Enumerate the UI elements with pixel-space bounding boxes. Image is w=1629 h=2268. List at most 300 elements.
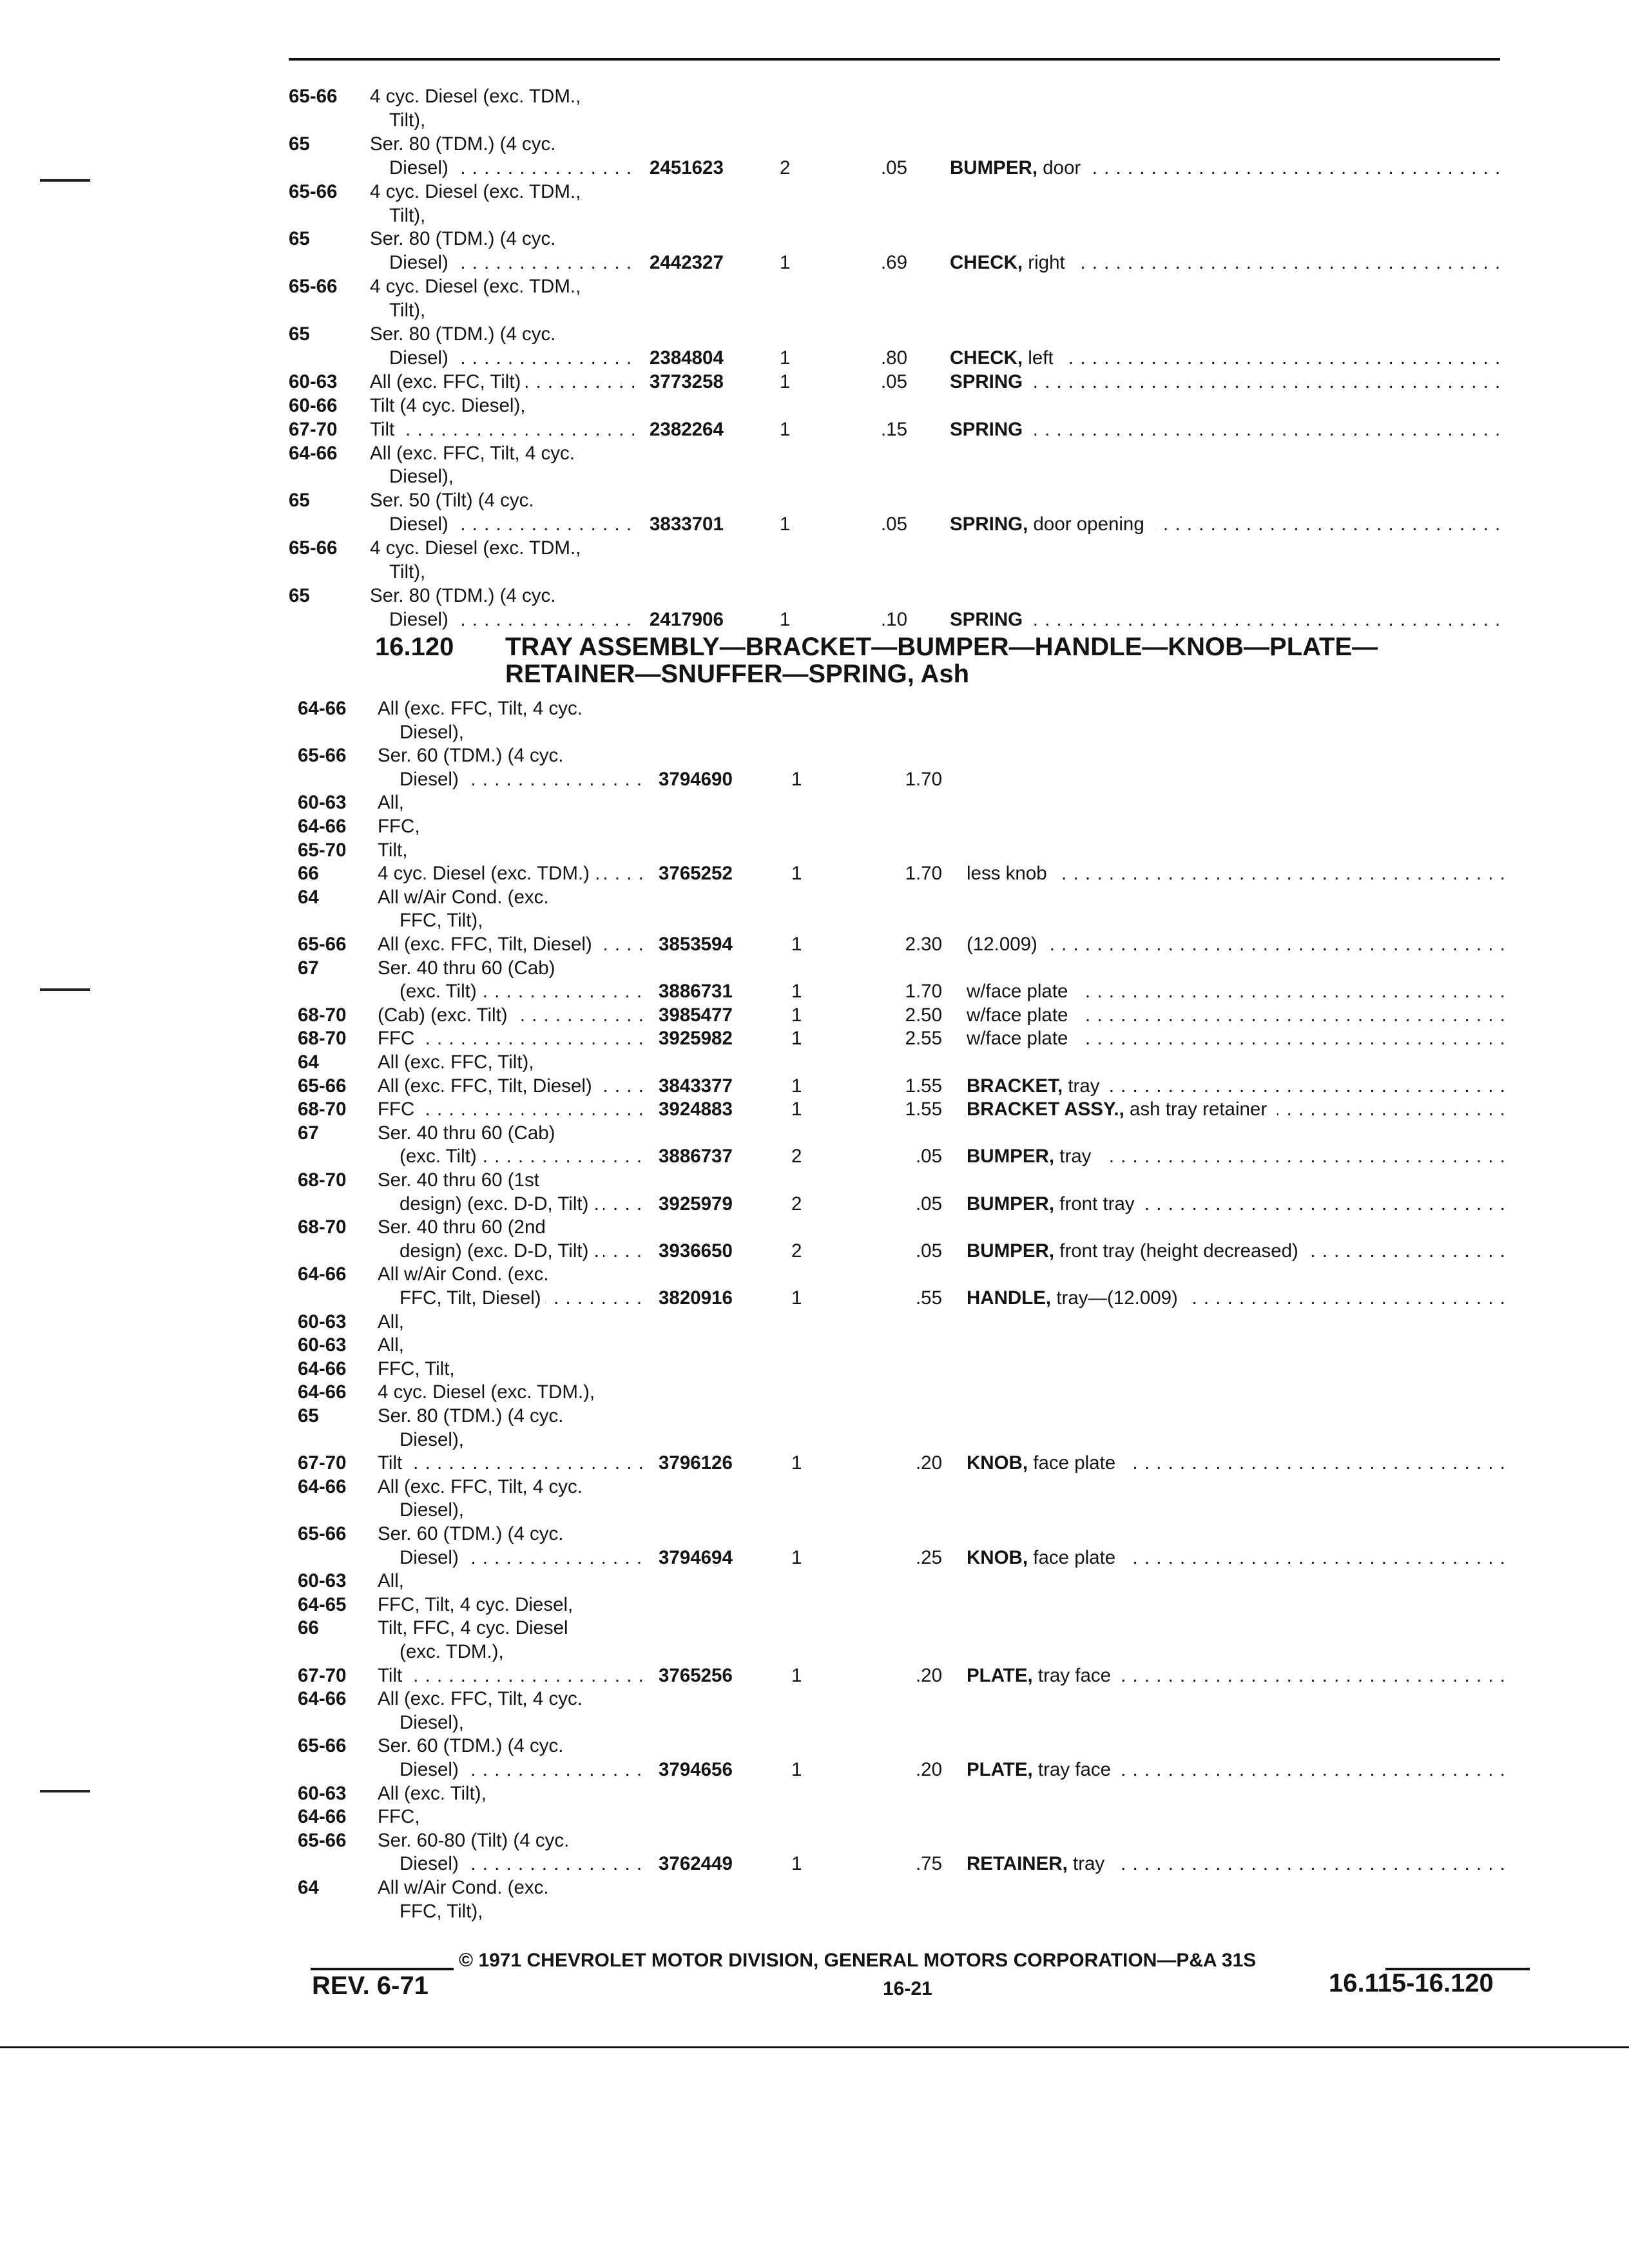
table-row	[298, 1617, 1521, 1640]
quantity: 1	[791, 1099, 802, 1120]
model-application: Ser. 80 (TDM.) (4 cyc.	[370, 323, 635, 346]
price: .20	[915, 1759, 942, 1780]
table-row	[289, 537, 1521, 560]
part-name: PLATE,	[967, 1664, 1033, 1686]
model-application: FFC, Tilt, Diesel) . . .	[400, 1287, 644, 1310]
part-detail: tray face	[1038, 1665, 1116, 1686]
quantity: 1	[791, 1004, 802, 1026]
part-name: BUMPER,	[950, 157, 1038, 178]
table-row	[298, 1735, 1521, 1758]
price: 1.55	[905, 1099, 942, 1120]
model-year: 65-66	[289, 180, 338, 202]
model-application: All (exc. Tilt),	[378, 1782, 644, 1805]
table-row	[298, 862, 1521, 885]
copyright-text: © 1971 CHEVROLET MOTOR DIVISION, GENERAL MOTORS CORPORATION—P&A 31S	[459, 1950, 1257, 1971]
part-detail	[1023, 609, 1028, 630]
part-name: KNOB,	[967, 1546, 1028, 1568]
part-number: 3886737	[659, 1146, 733, 1168]
price: .10	[880, 608, 907, 630]
table-row	[298, 1381, 1521, 1404]
table-row	[289, 608, 1521, 631]
table-row	[298, 1687, 1521, 1711]
model-application: Ser. 60 (TDM.) (4 cyc.	[378, 1523, 644, 1546]
table-row	[289, 251, 1521, 274]
model-year: 65-66	[298, 1523, 347, 1544]
part-number: 3936650	[659, 1240, 733, 1262]
part-name: BUMPER,	[967, 1193, 1055, 1215]
model-application: All (exc. FFC, Tilt, 4 cyc.	[378, 697, 644, 720]
model-application: Diesel),	[400, 1499, 644, 1522]
model-year: 65	[289, 584, 310, 606]
model-year: 60-66	[289, 394, 338, 416]
model-application: All (exc. FFC, Tilt, 4 cyc.	[378, 1687, 644, 1711]
table-row	[298, 933, 1521, 956]
price: .05	[880, 157, 907, 178]
table-row	[298, 1664, 1521, 1687]
quantity: 1	[780, 418, 791, 440]
table-row	[298, 721, 1521, 744]
quantity: 2	[791, 1240, 802, 1262]
model-application: Diesel) . . .	[400, 768, 644, 791]
quantity: 1	[791, 1452, 802, 1474]
part-detail: tray	[1073, 1853, 1110, 1874]
table-row	[298, 1475, 1521, 1499]
part-number: 2384804	[650, 347, 724, 369]
model-application: Tilt (4 cyc. Diesel),	[370, 394, 635, 418]
model-year: 67	[298, 1122, 319, 1144]
model-application: Diesel) . . .	[389, 251, 635, 274]
part-number: 3985477	[659, 1004, 733, 1026]
quantity: 2	[791, 1193, 802, 1215]
part-name: SPRING	[950, 608, 1023, 630]
model-application: All (exc. FFC, Tilt),	[378, 1051, 644, 1074]
part-description	[967, 862, 1508, 885]
table-row	[289, 109, 1521, 132]
quantity: 1	[791, 934, 802, 955]
part-description	[950, 157, 1508, 180]
quantity: 1	[791, 1664, 802, 1686]
part-description	[967, 1664, 1508, 1687]
model-application: Diesel) . . .	[389, 608, 635, 631]
model-year: 65-66	[298, 745, 347, 767]
table-row	[298, 957, 1521, 980]
part-description	[967, 1027, 1508, 1050]
model-application: FFC, Tilt),	[400, 909, 644, 932]
table-row	[298, 1287, 1521, 1310]
part-detail: door opening	[1034, 514, 1150, 535]
model-year: 67	[298, 957, 319, 979]
table-row	[289, 465, 1521, 488]
table-row	[298, 1570, 1521, 1593]
part-detail	[1023, 419, 1028, 440]
model-application: Diesel),	[389, 465, 635, 488]
model-application: All (exc. FFC, Tilt, Diesel) . . .	[378, 1075, 644, 1098]
table-row	[298, 1546, 1521, 1570]
price: .69	[880, 252, 907, 274]
model-year: 65-66	[298, 934, 347, 955]
part-name: BRACKET,	[967, 1075, 1063, 1097]
part-detail: less knob	[967, 863, 1052, 884]
table-row	[298, 839, 1521, 862]
model-application: design) (exc. D-D, Tilt) . . . .	[400, 1193, 644, 1216]
model-application: Ser. 80 (TDM.) (4 cyc.	[370, 133, 635, 156]
quantity: 1	[791, 1759, 802, 1780]
part-description	[950, 251, 1508, 274]
table-row	[289, 157, 1521, 180]
table-row	[289, 85, 1521, 108]
model-application: Diesel),	[400, 1428, 644, 1452]
table-row	[289, 489, 1521, 512]
part-number: 3843377	[659, 1075, 733, 1097]
model-year: 68-70	[298, 1216, 347, 1238]
table-row	[289, 347, 1521, 370]
model-year: 64-66	[298, 1475, 347, 1497]
table-row	[298, 744, 1521, 767]
table-row	[298, 1405, 1521, 1428]
model-year: 65-66	[289, 537, 338, 559]
part-number: 3833701	[650, 514, 724, 535]
table-row	[298, 1051, 1521, 1074]
part-name: SPRING	[950, 418, 1023, 440]
model-application: 4 cyc. Diesel (exc. TDM.,	[370, 275, 635, 298]
part-detail: door	[1043, 157, 1086, 178]
table-row	[289, 370, 1521, 394]
model-application: FFC, Tilt,	[378, 1358, 644, 1381]
model-application: Tilt . . .	[378, 1452, 644, 1475]
model-year: 64	[298, 886, 319, 908]
part-detail: w/face plate	[967, 1028, 1073, 1049]
model-application: Ser. 60 (TDM.) (4 cyc.	[378, 1735, 644, 1758]
table-row	[298, 1358, 1521, 1381]
part-detail: face plate	[1033, 1452, 1121, 1474]
part-number: 3925982	[659, 1028, 733, 1050]
model-application: Ser. 40 thru 60 (Cab)	[378, 957, 644, 980]
quantity: 2	[791, 1146, 802, 1168]
part-number: 2382264	[650, 418, 724, 440]
part-detail	[1023, 371, 1028, 392]
part-detail: front tray (height decreased)	[1059, 1240, 1304, 1262]
model-application: FFC, Tilt),	[400, 1900, 644, 1923]
page-number: 16-21	[883, 1978, 932, 1999]
price: .05	[880, 370, 907, 392]
model-application: Ser. 50 (Tilt) (4 cyc.	[370, 489, 635, 512]
part-detail: w/face plate	[967, 981, 1073, 1002]
model-year: 65-66	[289, 276, 338, 298]
top-rule	[289, 58, 1500, 61]
model-year: 60-63	[298, 1311, 347, 1332]
part-name: PLATE,	[967, 1759, 1033, 1780]
part-description	[967, 1145, 1508, 1168]
table-row	[298, 1758, 1521, 1782]
model-year: 65	[289, 490, 310, 512]
table-row	[289, 394, 1521, 418]
quantity: 1	[791, 1028, 802, 1050]
model-application: FFC,	[378, 815, 644, 838]
model-application: Diesel),	[400, 721, 644, 744]
part-description	[950, 608, 1508, 631]
part-description	[967, 1098, 1508, 1121]
model-year: 64-66	[298, 816, 347, 837]
model-year: 64	[298, 1877, 319, 1898]
model-application: 4 cyc. Diesel (exc. TDM.) . . . .	[378, 862, 644, 885]
price: .15	[880, 418, 907, 440]
table-row	[298, 1782, 1521, 1805]
part-name: BUMPER,	[967, 1146, 1055, 1168]
part-number: 2417906	[650, 608, 724, 630]
table-row	[289, 299, 1521, 322]
table-row	[298, 1027, 1521, 1050]
model-year: 67-70	[298, 1664, 347, 1686]
quantity: 1	[791, 1287, 802, 1309]
model-application: Tilt,	[378, 839, 644, 862]
model-application: 4 cyc. Diesel (exc. TDM.,	[370, 180, 635, 204]
table-row	[298, 1098, 1521, 1121]
quantity: 2	[780, 157, 791, 178]
quantity: 1	[780, 608, 791, 630]
model-application: All,	[378, 1570, 644, 1593]
model-application: Diesel) . . .	[400, 1852, 644, 1876]
part-description	[950, 347, 1508, 370]
table-row	[298, 1499, 1521, 1522]
table-row	[298, 815, 1521, 838]
part-number: 3794690	[659, 768, 733, 790]
table-row	[298, 1145, 1521, 1168]
model-year: 64-65	[298, 1593, 347, 1615]
part-description	[950, 418, 1508, 441]
part-name: KNOB,	[967, 1452, 1028, 1474]
model-application: Diesel) . . .	[400, 1758, 644, 1782]
part-detail: left	[1028, 347, 1058, 369]
table-row	[298, 1004, 1521, 1027]
part-description	[967, 1240, 1508, 1263]
table-row	[298, 1428, 1521, 1452]
table-row	[298, 1122, 1521, 1145]
table-row	[298, 1263, 1521, 1286]
table-row	[298, 1216, 1521, 1239]
part-detail: tray face	[1038, 1759, 1116, 1780]
table-row	[298, 1311, 1521, 1334]
model-year: 66	[298, 1617, 319, 1639]
quantity: 1	[780, 347, 791, 369]
price: 2.30	[905, 934, 942, 955]
part-description	[967, 933, 1508, 956]
price: 1.55	[905, 1075, 942, 1097]
model-year: 65-66	[298, 1735, 347, 1757]
part-description	[967, 1075, 1508, 1098]
part-detail: w/face plate	[967, 1004, 1073, 1026]
price: 2.50	[905, 1004, 942, 1026]
model-application: Ser. 60 (TDM.) (4 cyc.	[378, 744, 644, 767]
part-detail: (12.009)	[967, 934, 1043, 955]
part-number: 2451623	[650, 157, 724, 178]
table-row	[298, 1805, 1521, 1829]
model-year: 65-66	[298, 1075, 347, 1097]
price: .55	[915, 1287, 942, 1309]
model-application: Ser. 80 (TDM.) (4 cyc.	[378, 1405, 644, 1428]
price: .20	[915, 1452, 942, 1474]
model-year: 64	[298, 1052, 319, 1073]
table-row	[298, 1876, 1521, 1899]
part-detail: face plate	[1033, 1547, 1121, 1568]
model-application: Diesel),	[400, 1711, 644, 1735]
table-row	[298, 1240, 1521, 1263]
price: .05	[915, 1193, 942, 1215]
price: .25	[915, 1546, 942, 1568]
bottom-rule	[0, 2046, 1629, 2048]
part-number: 3794656	[659, 1759, 733, 1780]
model-year: 65	[289, 133, 310, 155]
table-row	[289, 418, 1521, 441]
table-row	[298, 1640, 1521, 1664]
model-year: 64-66	[289, 442, 338, 464]
part-name: CHECK,	[950, 252, 1023, 274]
model-application: 4 cyc. Diesel (exc. TDM.,	[370, 537, 635, 560]
model-application: design) (exc. D-D, Tilt) . . . .	[400, 1240, 644, 1263]
part-description	[967, 1287, 1508, 1310]
part-description	[950, 370, 1508, 394]
table-row	[298, 909, 1521, 932]
table-row	[289, 227, 1521, 251]
section-heading-line1: TRAY ASSEMBLY—BRACKET—BUMPER—HANDLE—KNOB—PLATE—	[505, 633, 1378, 661]
model-year: 64-66	[298, 1806, 347, 1828]
part-number: 2442327	[650, 252, 724, 274]
model-year: 67-70	[298, 1452, 347, 1474]
part-name: SPRING	[950, 370, 1023, 392]
price: 2.55	[905, 1028, 942, 1050]
model-application: Tilt),	[389, 299, 635, 322]
model-year: 65	[289, 228, 310, 250]
part-name: CHECK,	[950, 347, 1023, 369]
margin-mark	[40, 1790, 90, 1792]
part-description	[967, 1004, 1508, 1027]
model-year: 65	[289, 323, 310, 345]
table-row	[289, 275, 1521, 298]
model-year: 65-70	[298, 839, 347, 861]
model-year: 68-70	[298, 1169, 347, 1191]
part-name: SPRING,	[950, 514, 1028, 535]
table-row	[298, 1523, 1521, 1546]
table-row	[289, 204, 1521, 227]
table-row	[298, 980, 1521, 1003]
model-application: Ser. 40 thru 60 (Cab)	[378, 1122, 644, 1145]
model-application: FFC,	[378, 1805, 644, 1829]
part-description	[967, 1852, 1508, 1876]
revision-label: REV. 6-71	[312, 1972, 429, 2000]
model-application: FFC . . .	[378, 1027, 644, 1050]
model-application: All,	[378, 791, 644, 814]
price: 1.70	[905, 981, 942, 1003]
model-application: Tilt . . .	[378, 1664, 644, 1687]
table-row	[298, 791, 1521, 814]
model-year: 65-66	[298, 1829, 347, 1851]
section-range: 16.115-16.120	[1329, 1969, 1494, 1997]
table-row	[298, 1829, 1521, 1852]
model-application: Ser. 40 thru 60 (1st	[378, 1169, 644, 1192]
table-row	[298, 1075, 1521, 1098]
table-row	[298, 697, 1521, 720]
model-application: All (exc. FFC, Tilt, Diesel) . . .	[378, 933, 644, 956]
model-application: Tilt),	[389, 204, 635, 227]
part-number: 3853594	[659, 934, 733, 955]
model-application: (Cab) (exc. Tilt) . . .	[378, 1004, 644, 1027]
quantity: 1	[791, 863, 802, 885]
table-row	[289, 180, 1521, 204]
model-application: Ser. 80 (TDM.) (4 cyc.	[370, 584, 635, 608]
table-row	[298, 1593, 1521, 1617]
model-application: Ser. 60-80 (Tilt) (4 cyc.	[378, 1829, 644, 1852]
part-description	[967, 1758, 1508, 1782]
model-application: FFC . . .	[378, 1098, 644, 1121]
model-application: All (exc. FFC, Tilt) . . .	[370, 370, 635, 394]
table-row	[298, 768, 1521, 791]
table-row	[298, 1193, 1521, 1216]
table-row	[298, 1452, 1521, 1475]
part-description	[967, 980, 1508, 1003]
price: .75	[915, 1853, 942, 1875]
price: .80	[880, 347, 907, 369]
part-number: 3820916	[659, 1287, 733, 1309]
part-detail: right	[1028, 252, 1070, 273]
model-year: 64-66	[298, 1264, 347, 1285]
part-name: HANDLE,	[967, 1287, 1052, 1309]
model-application: (exc. Tilt) . . .	[400, 1145, 644, 1168]
model-application: Diesel) . . .	[389, 157, 635, 180]
model-application: All,	[378, 1334, 644, 1357]
model-year: 67-70	[289, 418, 338, 440]
margin-mark	[40, 988, 90, 991]
part-description	[967, 1452, 1508, 1475]
model-application: All (exc. FFC, Tilt, 4 cyc.	[378, 1475, 644, 1499]
table-row	[289, 133, 1521, 156]
table-row	[289, 323, 1521, 346]
model-application: All w/Air Cond. (exc.	[378, 886, 644, 909]
quantity: 1	[791, 768, 802, 790]
table-row	[289, 561, 1521, 584]
part-name: RETAINER,	[967, 1853, 1068, 1875]
part-description	[967, 1546, 1508, 1570]
table-row	[289, 513, 1521, 536]
model-application: FFC, Tilt, 4 cyc. Diesel,	[378, 1593, 644, 1617]
part-name: BRACKET ASSY.,	[967, 1099, 1124, 1120]
table-row	[298, 1169, 1521, 1192]
part-detail: tray—(12.009)	[1056, 1287, 1183, 1309]
part-number: 3796126	[659, 1452, 733, 1474]
margin-mark	[40, 179, 90, 182]
model-year: 68-70	[298, 1004, 347, 1026]
section-heading	[375, 633, 454, 661]
model-application: Tilt . . .	[370, 418, 635, 441]
model-year: 60-63	[289, 370, 338, 392]
table-row	[298, 886, 1521, 909]
footer-rule-left	[311, 1968, 454, 1970]
part-number: 3924883	[659, 1099, 733, 1120]
part-detail: tray	[1068, 1075, 1104, 1097]
part-detail: front tray	[1059, 1193, 1139, 1215]
part-name: BUMPER,	[967, 1240, 1055, 1262]
model-year: 65-66	[289, 86, 338, 107]
part-detail: ash tray retainer	[1130, 1099, 1272, 1120]
model-application: Tilt),	[389, 109, 635, 132]
model-application: Tilt),	[389, 561, 635, 584]
quantity: 1	[780, 514, 791, 535]
part-number: 3886731	[659, 981, 733, 1003]
section-heading-line2: RETAINER—SNUFFER—SPRING, Ash	[505, 660, 970, 688]
quantity: 1	[791, 1075, 802, 1097]
model-year: 64-66	[298, 1358, 347, 1379]
quantity: 1	[791, 1546, 802, 1568]
model-year: 64-66	[298, 698, 347, 719]
price: .05	[915, 1240, 942, 1262]
